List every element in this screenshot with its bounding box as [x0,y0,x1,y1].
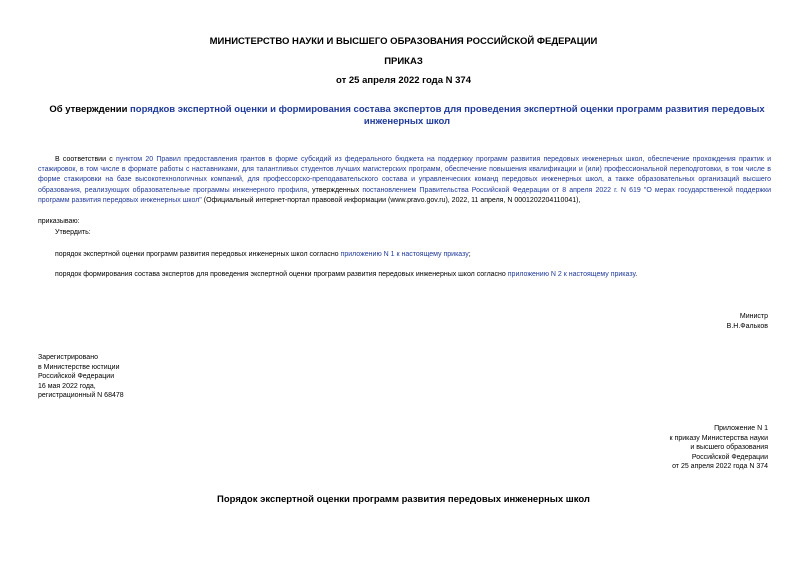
list-item-1-text: порядок экспертной оценки программ развития передовых инженерных школ согласно [55,251,341,258]
appendix-header-line: Российской Федерации [691,453,768,461]
intro-text-3: (Официальный интернет-портал правовой информации (www.pravo.gov.ru), 2022, 11 апреля, N 0001202204110041), [201,196,581,204]
order-title-prefix: Об утверждении [49,104,131,115]
registration-line: в Министерстве юстиции [38,363,120,371]
appendix-title: Порядок экспертной оценки программ развития передовых инженерных школ [217,494,590,505]
registration-line: регистрационный N 68478 [38,392,124,399]
list-item-2-text: порядок формирования состава экспертов для проведения экспертной оценки программ развития передовых инженерных школ согласно [55,271,508,278]
order-date-heading: от 25 апреля 2022 года N 374 [336,75,471,86]
intro-text-2: , утвержденных [307,186,363,194]
order-title [36,104,778,128]
order-type-heading: ПРИКАЗ [384,56,423,67]
intro-text-1: В соответствии с [55,156,116,163]
signature-block [727,312,768,331]
registration-line: 16 мая 2022 года, [38,382,96,390]
registration-line: Российской Федерации [38,373,115,380]
appendix-header-line: Приложение N 1 [714,425,768,432]
list-item-2 [55,270,637,279]
appendix-1-link[interactable]: приложению N 1 к настоящему приказу [340,251,469,258]
appendix-header-line: к приказу Министерства науки [669,434,768,442]
signature-name: В.Н.Фальков [726,322,768,330]
appendix-header-line: и высшего образования [690,444,768,451]
approve-word: Утвердить: [55,229,91,236]
appendix-header-line: от 25 апреля 2022 года N 374 [672,463,768,470]
rules-clause-link[interactable]: пунктом 20 Правил предоставления грантов в форме субсидий из федерального бюджета на поддержку программ развития передовых инженерных школ, обеспечение прохождения практик и стажировок, в том числе в формате работы с наставниками, для талантливых студентов лучших магистерских программ, обеспечение повышения квалификации и (или) профессиональной переподготовки, в том числе в форме стажировки на базе высокотехнологичных компаний, для профессорско-преподавательского состава и управленческих команд передовых инженерных школ, а также образовательных организаций высшего образования, реализующих образовательные программы инженерного профиля [38,156,771,194]
signature-role: Министр [739,313,768,320]
order-title-link[interactable]: порядков экспертной оценки и формирования состава экспертов для проведения экспертной оценки программ развития передовых инженерных школ [130,104,765,127]
registration-line: Зарегистрировано [38,354,98,361]
appendix-2-link[interactable]: приложению N 2 к настоящему приказу [507,271,636,278]
list-item-1-end: ; [468,251,471,258]
list-item-2-end: . [635,271,638,278]
registration-block [38,353,124,401]
appendix-header-block [670,424,768,472]
order-word: приказываю: [38,218,80,225]
list-item-1 [55,250,471,259]
intro-paragraph [38,155,771,206]
ministry-heading: МИНИСТЕРСТВО НАУКИ И ВЫСШЕГО ОБРАЗОВАНИЯ РОССИЙСКОЙ ФЕДЕРАЦИИ [209,36,598,47]
government-decree-link[interactable]: постановлением Правительства Российской Федерации от 8 апреля 2022 г. N 619 "О мерах государственной поддержки программ развития передовых инженерных школ" [38,186,772,204]
